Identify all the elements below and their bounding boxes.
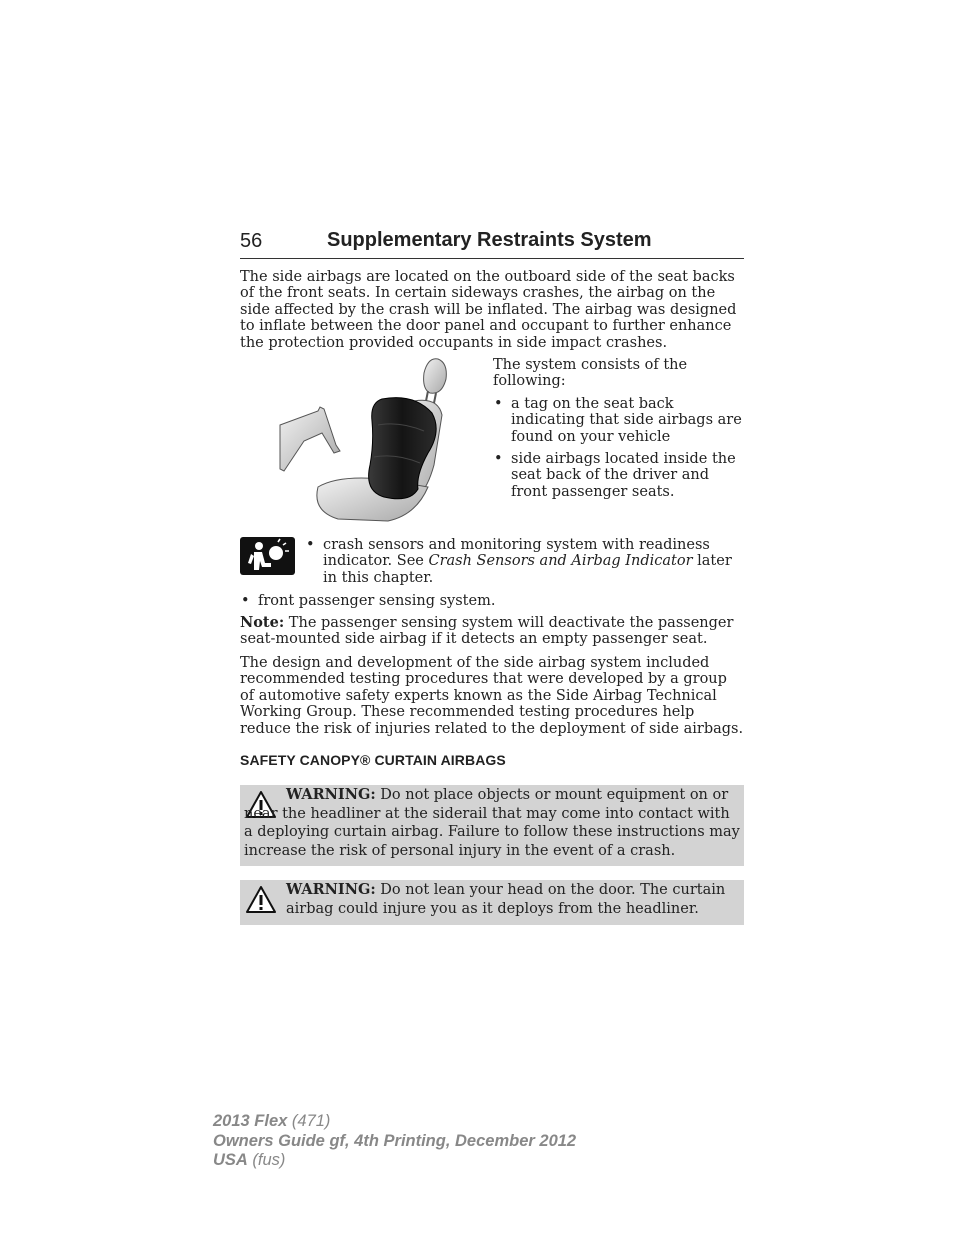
warning-triangle-icon [245,885,277,915]
warning-box [240,880,744,925]
front-passenger-item [240,593,744,615]
footer-line: 2013 Flex (471) [213,1112,331,1130]
footer-line: USA (fus) [213,1151,286,1169]
system-components [493,357,745,506]
cross-reference-link[interactable]: Crash Sensors and Airbag Indicator [428,553,693,570]
warning-label: WARNING: [286,786,376,803]
note-text: The passenger sensing system will deactivate the passenger seat-mounted side airbag if it detects an empty passenger seat. [240,615,734,648]
note-label: Note: [240,614,285,631]
system-lead: The system consists of the following: [493,357,688,390]
footer-line: Owners Guide gf, 4th Printing, December 2012 [213,1131,577,1150]
system-list [493,396,745,500]
crash-sensors-item [305,537,745,592]
section-title: Supplementary Restraints System [327,229,652,251]
page-footer [213,1112,576,1171]
seat-side-airbag-illustration [278,355,466,527]
list-item: • side airbags located inside the seat back of the driver and front passenger seats. [493,451,745,500]
note-paragraph [240,615,744,648]
intro-paragraph: The side airbags are located on the outboard side of the seat backs of the front seats. In certain sideways crashes, the airbag on the side affected by the crash will be inflated. The airbag was designed to inflate between the door panel and occupant to further enhance the protection provided occupants in side impact crashes. [240,269,737,351]
warning-label: WARNING: [286,881,376,898]
list-item: • front passenger sensing system. [240,593,744,609]
list-item: • a tag on the seat back indicating that side airbags are found on your vehicle [493,396,745,445]
warning-text: WARNING: Do not lean your head on the door. The curtain airbag could injure you as it deploys from the headliner. [286,881,726,917]
warning-box [240,785,744,866]
page-header [240,228,744,259]
design-paragraph: The design and development of the side airbag system included recommended testing procedures that were developed by a group of automotive safety experts known as the Side Airbag Technical Working Group. These recommended testing procedures help reduce the risk of injuries related to the deployment of side airbags. [240,655,744,737]
page-number: 56 [240,230,263,252]
warning-text: WARNING: Do not place objects or mount equipment on or near the headliner at the siderail that may come into contact with a deploying curtain airbag. Failure to follow these instructions may increase the risk of personal injury in the event of a crash. [244,786,740,859]
airbag-indicator-icon [240,537,295,575]
subheading: SAFETY CANOPY® CURTAIN AIRBAGS [240,752,506,768]
list-item: • crash sensors and monitoring system with readiness indicator. See Crash Sensors and Airbag Indicator later in this chapter. [305,537,745,586]
